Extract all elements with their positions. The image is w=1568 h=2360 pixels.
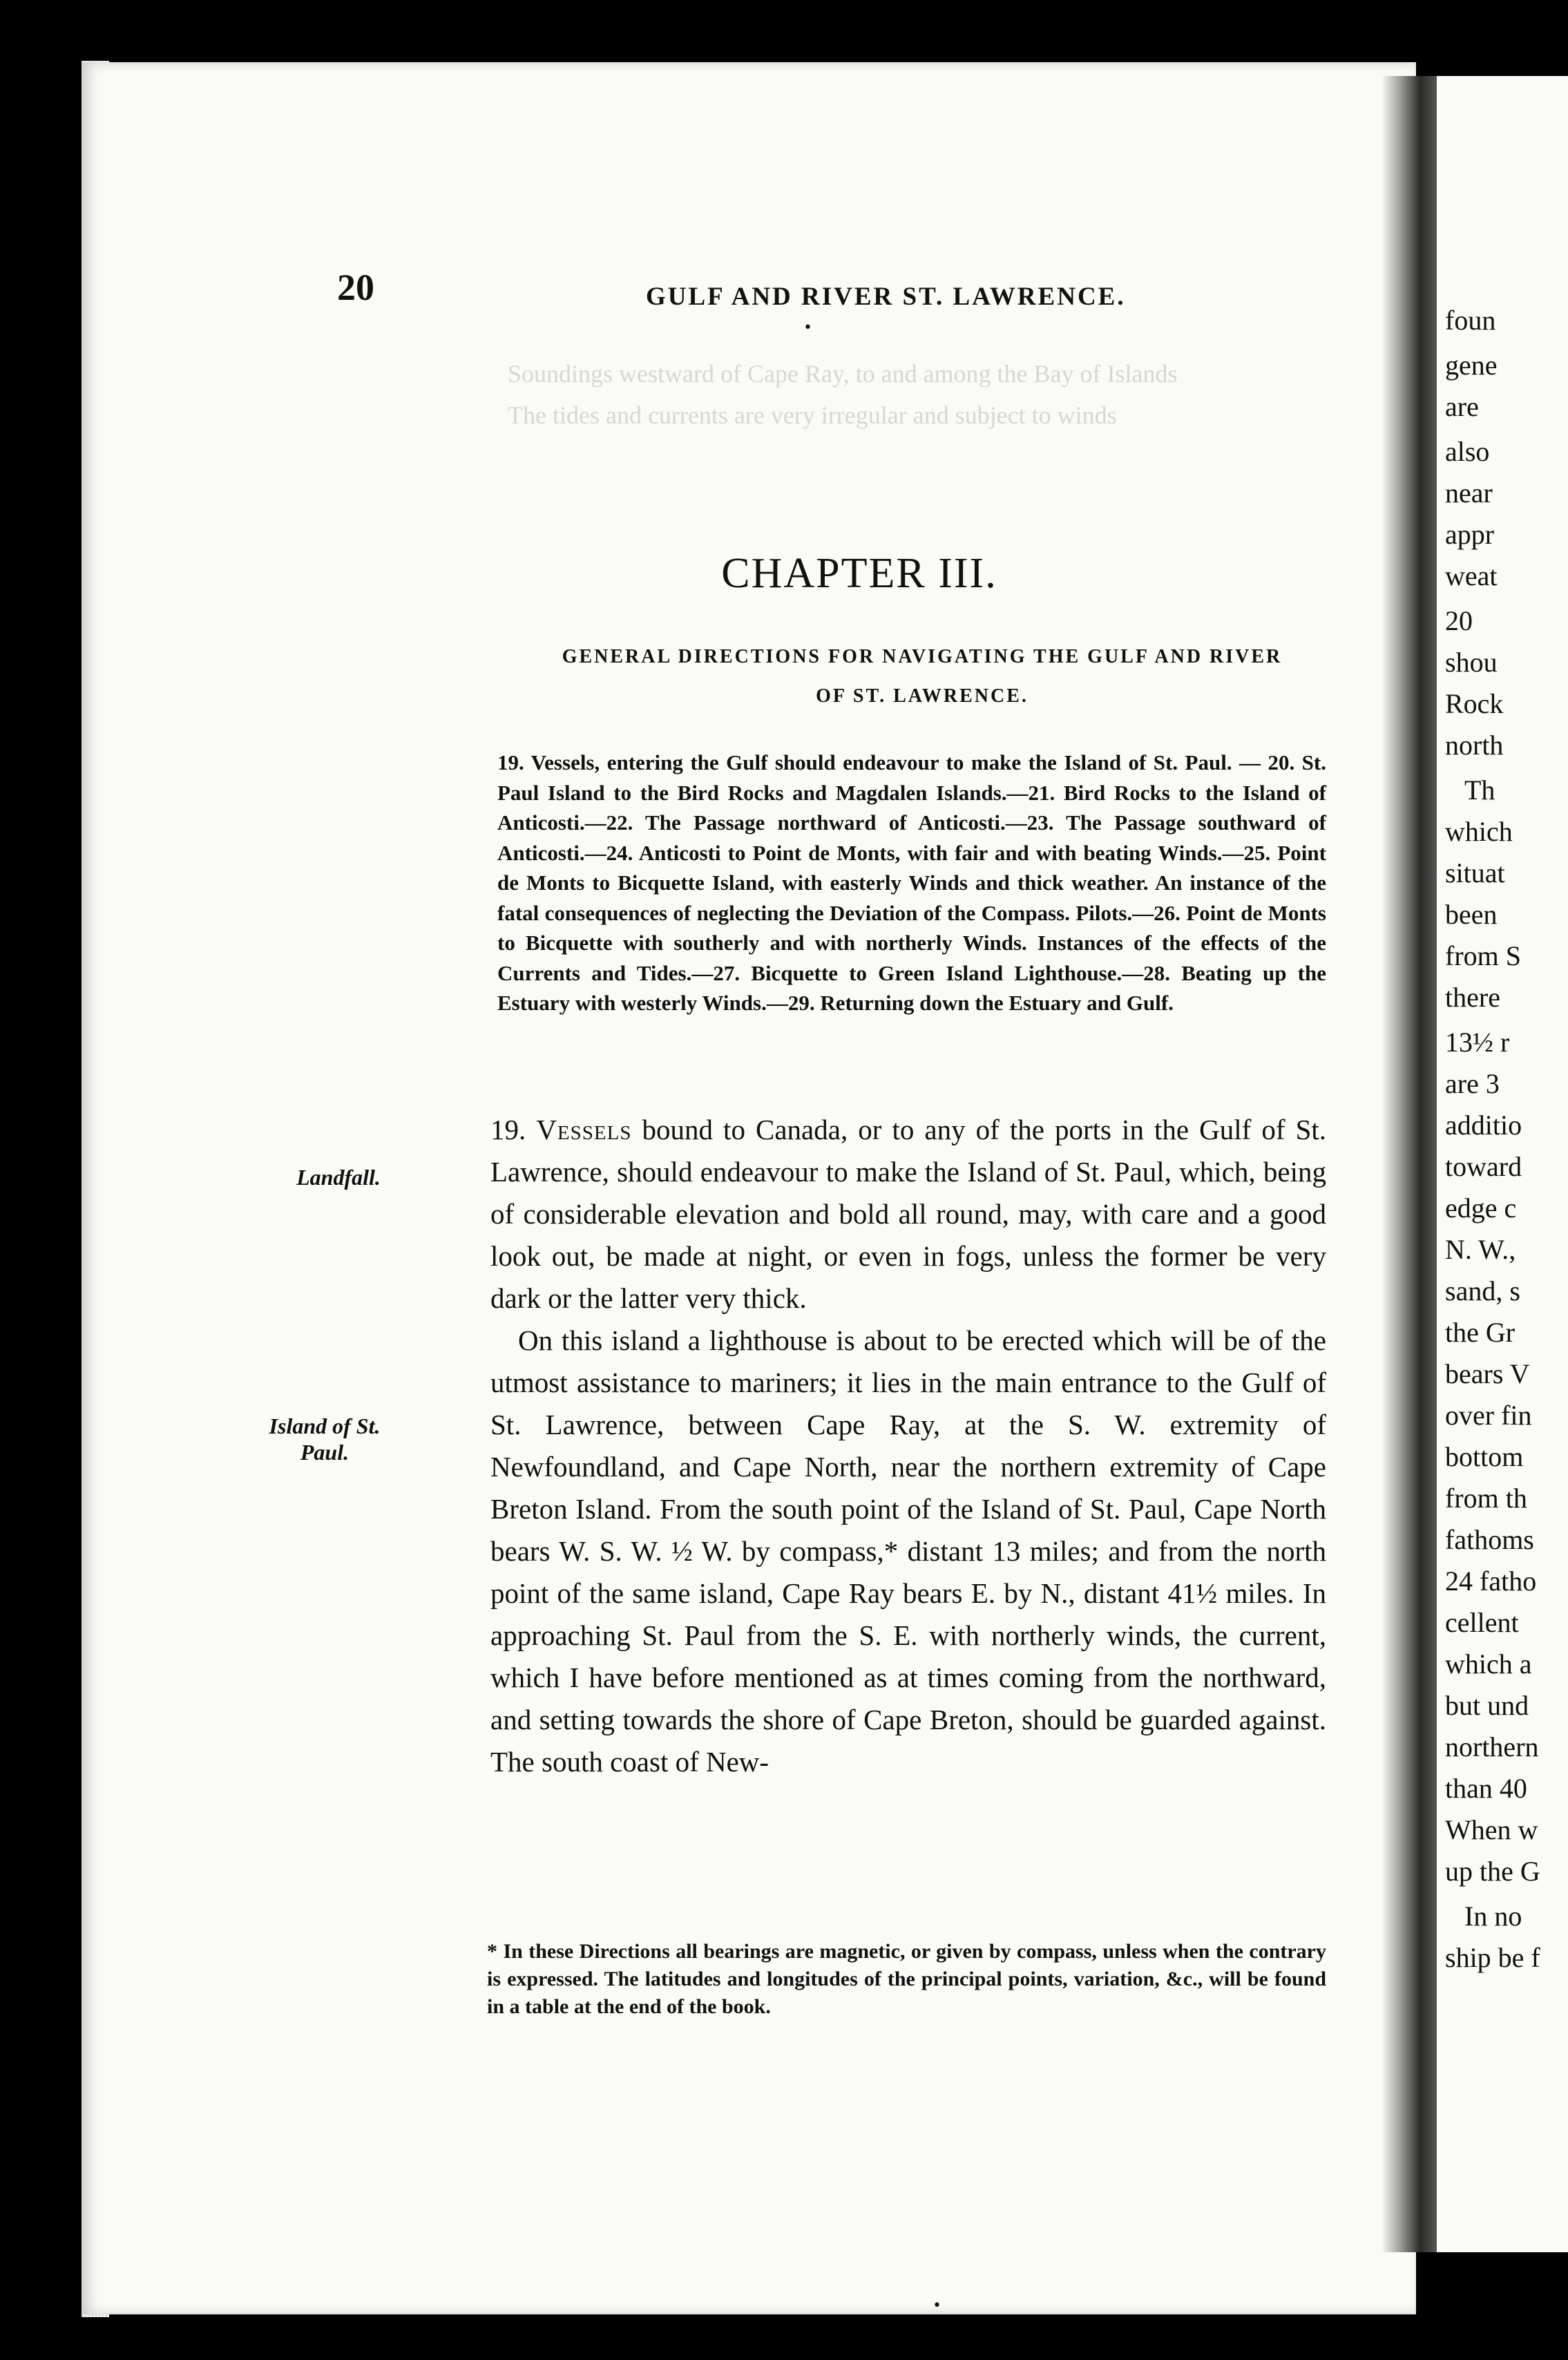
- facing-page-line: are 3: [1445, 1068, 1500, 1099]
- facing-page-line: 13½ r: [1445, 1027, 1510, 1058]
- facing-page-line: When w: [1445, 1814, 1538, 1845]
- chapter-title: CHAPTER III.: [721, 550, 997, 597]
- facing-page: [1437, 76, 1568, 2252]
- margin-note-landfall: Landfall.: [296, 1165, 381, 1190]
- margin-note-island: Island of St. Paul.: [269, 1414, 381, 1465]
- bleed-through: Soundings westward of Cape Ray, to and among the Bay of Islands: [508, 360, 1178, 388]
- paragraph: [490, 1109, 1326, 1320]
- facing-page-line: Rock: [1445, 688, 1504, 719]
- facing-page-line: are: [1445, 391, 1479, 422]
- facing-page-line: bottom: [1445, 1441, 1524, 1472]
- facing-page-line: N. W.,: [1445, 1234, 1516, 1265]
- facing-page-line: weat: [1445, 560, 1498, 591]
- facing-page-line: situat: [1445, 857, 1505, 888]
- lead-word: Vessels: [536, 1114, 632, 1145]
- footnote: * In these Directions all bearings are magnetic, or given by compass, unless when the contrary is expressed. The latitudes and longitudes of the principal points, variation, &c., will be found in a table at the end of the book.: [487, 1940, 1326, 2018]
- facing-page-line: shou: [1445, 647, 1498, 678]
- chapter-summary: 19. Vessels, entering the Gulf should endeavour to make the Island of St. Paul. — 20. St. Paul Island to the Bird Rocks and Magdalen Islands.—21. Bird Rocks to the Island of Anticosti.—22. The Passage northward of Anticosti.—23. The Passage southward of Anticosti.—24. Anticosti to Point de Monts, with fair and with beating Winds.—25. Point de Monts to Bicquette Island, with easterly Winds and thick weather. An instance of the fatal consequences of neglecting the Deviation of the Compass. Pilots.—26. Point de Monts to Bicquette with southerly and with northerly Winds. Instances of the effects of the Currents and Tides.—27. Bicquette to Green Island Lighthouse.—28. Beating up the Estuary with westerly Winds.—29. Returning down the Estuary and Gulf.: [497, 750, 1326, 1015]
- facing-page-line: cellent: [1445, 1607, 1519, 1638]
- facing-page-line: additio: [1445, 1110, 1522, 1141]
- facing-page-line: 20: [1445, 605, 1473, 636]
- print-speck: •: [933, 2297, 941, 2314]
- paragraph-text: bound to Canada, or to any of the ports in the Gulf of St. Lawrence, should endeavour to make the Island of St. Paul, which, being of considerable elevation and bold all round, may, with care and a good look out, be made at night, or even in fogs, unless the former be very dark or the latter very thick.: [490, 1114, 1327, 1314]
- facing-page-line: foun: [1445, 305, 1496, 336]
- facing-page-line: been: [1445, 899, 1498, 930]
- facing-page-line: toward: [1445, 1151, 1522, 1182]
- facing-page-line: gene: [1445, 350, 1498, 381]
- facing-page-line: which a: [1445, 1648, 1532, 1679]
- facing-page-line: 24 fatho: [1445, 1566, 1537, 1597]
- facing-page-line: bears V: [1445, 1358, 1530, 1389]
- chapter-subtitle-line-2: OF ST. LAWRENCE.: [816, 685, 1029, 707]
- body-text: [490, 1109, 1326, 1783]
- gutter-shadow: [1381, 76, 1437, 2252]
- facing-page-line: over fin: [1445, 1400, 1532, 1431]
- facing-page-line: appr: [1445, 519, 1495, 550]
- facing-page-line: edge c: [1445, 1192, 1517, 1224]
- facing-page-line: north: [1445, 730, 1504, 761]
- page-number: 20: [337, 267, 374, 308]
- facing-page-line: from th: [1445, 1483, 1527, 1514]
- facing-page-line: than 40: [1445, 1773, 1527, 1804]
- facing-page-line: fathoms: [1445, 1524, 1534, 1555]
- chapter-subtitle-line-1: GENERAL DIRECTIONS FOR NAVIGATING THE GULF AND RIVER: [562, 646, 1283, 667]
- running-head: GULF AND RIVER ST. LAWRENCE.: [646, 283, 1126, 311]
- paragraph-number: 19.: [490, 1114, 537, 1145]
- facing-page-line: In no: [1464, 1901, 1522, 1932]
- facing-page-line: up the G: [1445, 1856, 1540, 1887]
- facing-page-line: ship be f: [1445, 1942, 1540, 1973]
- facing-page-line: from S: [1445, 940, 1521, 971]
- bleed-through: The tides and currents are very irregular and subject to winds: [508, 401, 1117, 429]
- facing-page-line: but und: [1445, 1690, 1529, 1721]
- facing-page-line: also: [1445, 436, 1490, 467]
- facing-page-line: there: [1445, 982, 1500, 1013]
- facing-page-line: which: [1445, 816, 1513, 847]
- paragraph: On this island a lighthouse is about to be erected which will be of the utmost assistance to mariners; it lies in the main entrance to the Gulf of St. Lawrence, between Cape Ray, at the S. W. extremity of Newfoundland, and Cape North, near the northern extremity of Cape Breton Island. From the south point of the Island of St. Paul, Cape North bears W. S. W. ½ W. by compass,* distant 13 miles; and from the north point of the same island, Cape Ray bears E. by N., distant 41½ miles. In approaching St. Paul from the S. E. with northerly winds, the current, which I have before mentioned as at times coming from the northward, and setting towards the shore of Cape Breton, should be guarded against. The south coast of New-: [490, 1324, 1326, 1778]
- facing-page-line: northern: [1445, 1731, 1539, 1762]
- facing-page-line: sand, s: [1445, 1275, 1520, 1306]
- facing-page-line: Th: [1464, 774, 1495, 806]
- facing-page-line: near: [1445, 477, 1493, 508]
- facing-page-line: the Gr: [1445, 1317, 1516, 1348]
- print-speck: •: [803, 319, 812, 336]
